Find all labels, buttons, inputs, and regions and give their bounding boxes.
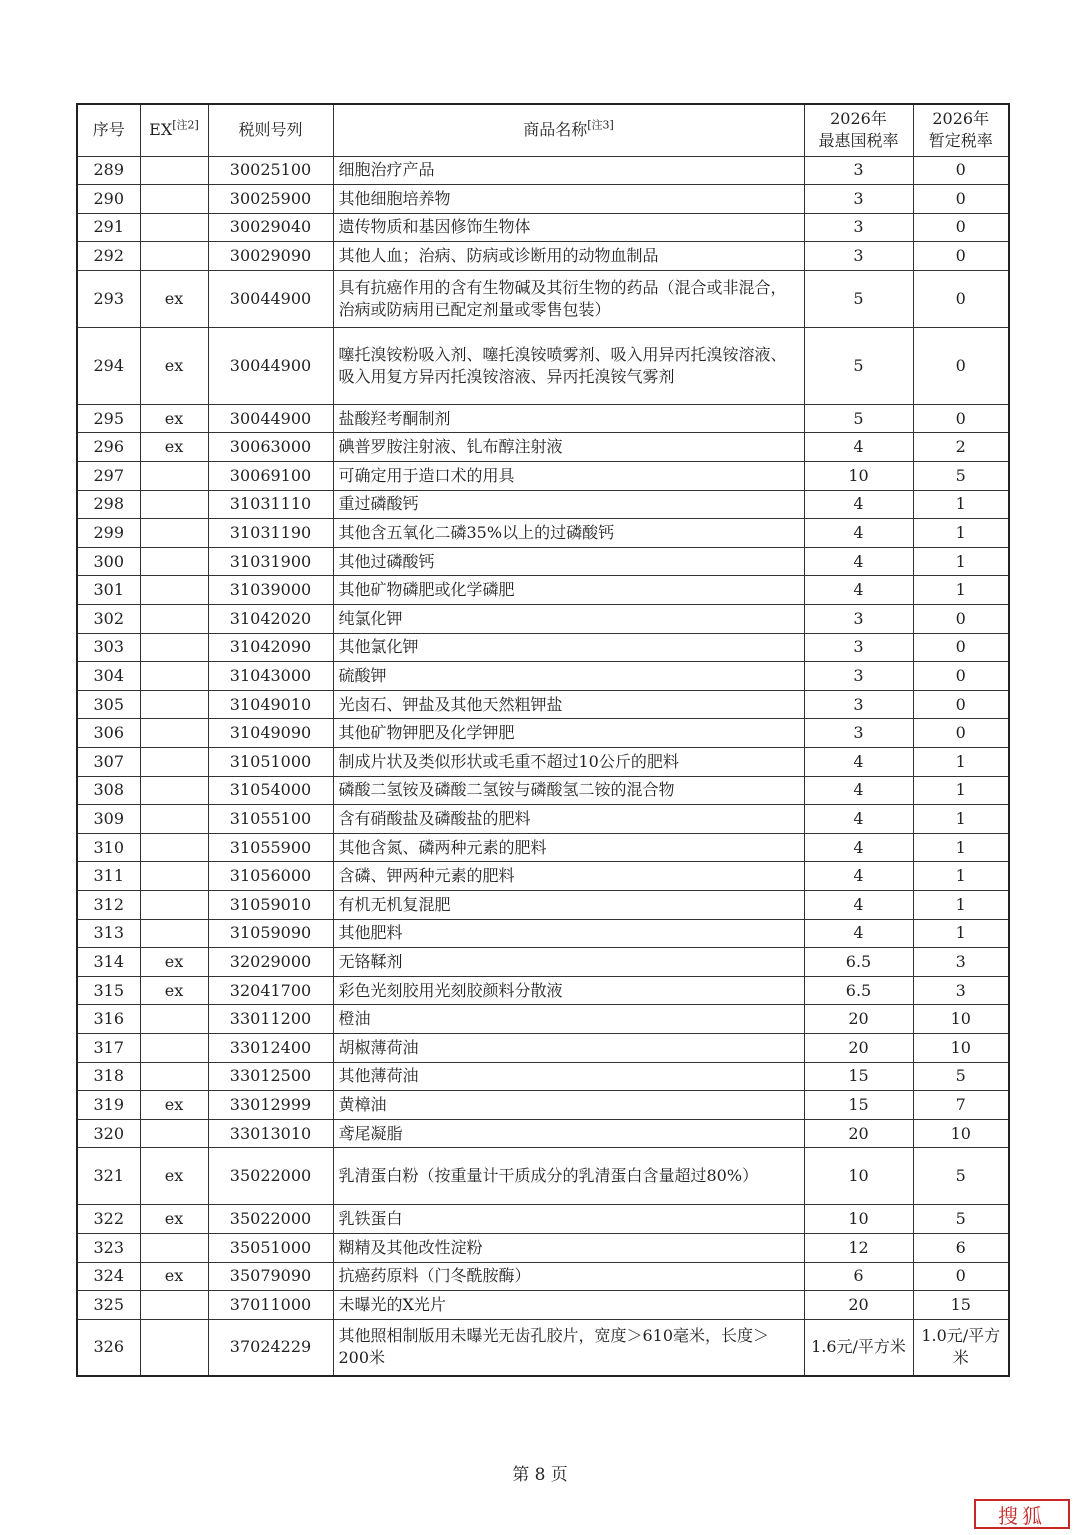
cell-provisional-rate: 1 — [913, 862, 1009, 891]
cell-mfn-rate: 4 — [804, 433, 913, 462]
cell-ex — [140, 1033, 208, 1062]
cell-code: 35079090 — [208, 1262, 333, 1291]
table-row — [77, 690, 1009, 719]
header-name-label: 商品名称 — [523, 120, 588, 140]
cell-name: 噻托溴铵粉吸入剂、噻托溴铵喷雾剂、吸入用异丙托溴铵溶液、吸入用复方异丙托溴铵溶液、异丙托溴铵气雾剂 — [333, 327, 804, 404]
cell-provisional-rate: 1 — [913, 833, 1009, 862]
cell-provisional-rate: 0 — [913, 213, 1009, 242]
cell-provisional-rate: 10 — [913, 1119, 1009, 1148]
cell-provisional-rate: 1 — [913, 519, 1009, 548]
cell-mfn-rate: 3 — [804, 719, 913, 748]
cell-provisional-rate: 1 — [913, 805, 1009, 834]
cell-mfn-rate: 3 — [804, 633, 913, 662]
cell-provisional-rate: 5 — [913, 1062, 1009, 1091]
header-mfn-label: 最惠国税率 — [818, 131, 899, 151]
cell-name: 其他含氮、磷两种元素的肥料 — [333, 833, 804, 862]
header-name — [333, 104, 804, 156]
cell-name: 有机无机复混肥 — [333, 890, 804, 919]
cell-mfn-rate: 5 — [804, 327, 913, 404]
cell-mfn-rate: 10 — [804, 1205, 913, 1234]
cell-code: 31031900 — [208, 547, 333, 576]
cell-name: 彩色光刻胶用光刻胶颜料分散液 — [333, 976, 804, 1005]
cell-seq: 291 — [77, 213, 140, 242]
cell-provisional-rate: 2 — [913, 433, 1009, 462]
cell-code: 31056000 — [208, 862, 333, 891]
cell-mfn-rate: 4 — [804, 919, 913, 948]
cell-ex — [140, 547, 208, 576]
cell-seq: 323 — [77, 1233, 140, 1262]
cell-name: 其他薄荷油 — [333, 1062, 804, 1091]
header-ex-label: EX — [149, 120, 173, 140]
cell-code: 33012400 — [208, 1033, 333, 1062]
cell-code: 31054000 — [208, 776, 333, 805]
cell-name: 其他肥料 — [333, 919, 804, 948]
cell-mfn-rate: 20 — [804, 1119, 913, 1148]
cell-ex — [140, 890, 208, 919]
table-body — [77, 156, 1009, 1376]
cell-provisional-rate: 0 — [913, 156, 1009, 185]
cell-seq: 317 — [77, 1033, 140, 1062]
cell-name: 其他矿物磷肥或化学磷肥 — [333, 576, 804, 605]
cell-provisional-rate: 0 — [913, 270, 1009, 327]
table-row — [77, 242, 1009, 271]
cell-provisional-rate: 1.0元/平方米 — [913, 1319, 1009, 1376]
cell-ex — [140, 776, 208, 805]
cell-ex: ex — [140, 327, 208, 404]
cell-provisional-rate: 5 — [913, 1148, 1009, 1205]
cell-mfn-rate: 4 — [804, 490, 913, 519]
cell-name: 具有抗癌作用的含有生物碱及其衍生物的药品（混合或非混合，治病或防病用已配定剂量或零售包装） — [333, 270, 804, 327]
cell-mfn-rate: 6 — [804, 1262, 913, 1291]
table-row — [77, 1262, 1009, 1291]
cell-mfn-rate: 10 — [804, 1148, 913, 1205]
cell-name: 其他照相制版用未曝光无齿孔胶片，宽度＞610毫米，长度＞200米 — [333, 1319, 804, 1376]
cell-name: 盐酸羟考酮制剂 — [333, 404, 804, 433]
cell-mfn-rate: 3 — [804, 242, 913, 271]
cell-mfn-rate: 3 — [804, 185, 913, 214]
cell-code: 37011000 — [208, 1291, 333, 1320]
cell-ex — [140, 605, 208, 634]
cell-mfn-rate: 4 — [804, 805, 913, 834]
cell-name: 其他矿物钾肥及化学钾肥 — [333, 719, 804, 748]
cell-code: 30029090 — [208, 242, 333, 271]
cell-provisional-rate: 0 — [913, 633, 1009, 662]
cell-provisional-rate: 5 — [913, 462, 1009, 491]
cell-seq: 305 — [77, 690, 140, 719]
cell-ex — [140, 1319, 208, 1376]
table-row — [77, 270, 1009, 327]
cell-ex — [140, 833, 208, 862]
cell-seq: 298 — [77, 490, 140, 519]
cell-code: 30044900 — [208, 404, 333, 433]
cell-code: 30044900 — [208, 327, 333, 404]
cell-ex: ex — [140, 948, 208, 977]
cell-seq: 318 — [77, 1062, 140, 1091]
cell-provisional-rate: 10 — [913, 1033, 1009, 1062]
cell-seq: 295 — [77, 404, 140, 433]
table-row — [77, 1033, 1009, 1062]
cell-name: 黄樟油 — [333, 1091, 804, 1120]
cell-provisional-rate: 0 — [913, 605, 1009, 634]
table-row — [77, 605, 1009, 634]
cell-code: 31042020 — [208, 605, 333, 634]
cell-code: 31049090 — [208, 719, 333, 748]
cell-mfn-rate: 3 — [804, 605, 913, 634]
cell-mfn-rate: 4 — [804, 833, 913, 862]
cell-mfn-rate: 4 — [804, 547, 913, 576]
cell-seq: 299 — [77, 519, 140, 548]
header-ex — [140, 104, 208, 156]
cell-name: 糊精及其他改性淀粉 — [333, 1233, 804, 1262]
cell-mfn-rate: 20 — [804, 1005, 913, 1034]
cell-code: 33013010 — [208, 1119, 333, 1148]
cell-ex: ex — [140, 976, 208, 1005]
cell-provisional-rate: 7 — [913, 1091, 1009, 1120]
cell-mfn-rate: 3 — [804, 690, 913, 719]
table-row — [77, 462, 1009, 491]
header-code: 税则号列 — [208, 104, 333, 156]
cell-seq: 326 — [77, 1319, 140, 1376]
cell-ex — [140, 519, 208, 548]
cell-code: 33011200 — [208, 1005, 333, 1034]
cell-ex — [140, 213, 208, 242]
cell-provisional-rate: 0 — [913, 242, 1009, 271]
table-row — [77, 1233, 1009, 1262]
cell-name: 抗癌药原料（门冬酰胺酶） — [333, 1262, 804, 1291]
cell-ex — [140, 862, 208, 891]
cell-mfn-rate: 4 — [804, 776, 913, 805]
cell-ex — [140, 1119, 208, 1148]
cell-name: 光卤石、钾盐及其他天然粗钾盐 — [333, 690, 804, 719]
cell-seq: 309 — [77, 805, 140, 834]
cell-name: 无铬鞣剂 — [333, 948, 804, 977]
table-row — [77, 404, 1009, 433]
table-row — [77, 576, 1009, 605]
table-row — [77, 1205, 1009, 1234]
cell-ex — [140, 662, 208, 691]
table-row — [77, 1148, 1009, 1205]
cell-ex — [140, 242, 208, 271]
cell-name: 鸢尾凝脂 — [333, 1119, 804, 1148]
cell-provisional-rate: 1 — [913, 890, 1009, 919]
cell-name: 含有硝酸盐及磷酸盐的肥料 — [333, 805, 804, 834]
cell-mfn-rate: 4 — [804, 576, 913, 605]
cell-seq: 320 — [77, 1119, 140, 1148]
cell-code: 30069100 — [208, 462, 333, 491]
cell-code: 33012500 — [208, 1062, 333, 1091]
cell-ex — [140, 1233, 208, 1262]
cell-seq: 314 — [77, 948, 140, 977]
cell-name: 其他氯化钾 — [333, 633, 804, 662]
cell-provisional-rate: 1 — [913, 748, 1009, 777]
cell-seq: 294 — [77, 327, 140, 404]
page-number: 第 8 页 — [512, 1465, 568, 1485]
cell-name: 乳清蛋白粉（按重量计干质成分的乳清蛋白含量超过80%） — [333, 1148, 804, 1205]
cell-name: 未曝光的X光片 — [333, 1291, 804, 1320]
cell-seq: 307 — [77, 748, 140, 777]
table-row — [77, 1119, 1009, 1148]
cell-name: 胡椒薄荷油 — [333, 1033, 804, 1062]
cell-ex: ex — [140, 270, 208, 327]
cell-code: 37024229 — [208, 1319, 333, 1376]
cell-mfn-rate: 5 — [804, 404, 913, 433]
cell-name: 磷酸二氢铵及磷酸二氢铵与磷酸氢二铵的混合物 — [333, 776, 804, 805]
cell-name: 其他含五氧化二磷35%以上的过磷酸钙 — [333, 519, 804, 548]
cell-mfn-rate: 1.6元/平方米 — [804, 1319, 913, 1376]
cell-seq: 311 — [77, 862, 140, 891]
cell-code: 30025900 — [208, 185, 333, 214]
cell-name: 硫酸钾 — [333, 662, 804, 691]
cell-ex: ex — [140, 1262, 208, 1291]
cell-mfn-rate: 10 — [804, 462, 913, 491]
cell-mfn-rate: 4 — [804, 748, 913, 777]
cell-provisional-rate: 1 — [913, 776, 1009, 805]
cell-seq: 324 — [77, 1262, 140, 1291]
cell-ex: ex — [140, 404, 208, 433]
table-row — [77, 719, 1009, 748]
table-row — [77, 1319, 1009, 1376]
cell-provisional-rate: 0 — [913, 690, 1009, 719]
cell-code: 32029000 — [208, 948, 333, 977]
cell-provisional-rate: 15 — [913, 1291, 1009, 1320]
cell-provisional-rate: 1 — [913, 547, 1009, 576]
cell-name: 可确定用于造口术的用具 — [333, 462, 804, 491]
cell-seq: 319 — [77, 1091, 140, 1120]
cell-seq: 304 — [77, 662, 140, 691]
cell-provisional-rate: 1 — [913, 490, 1009, 519]
cell-name: 重过磷酸钙 — [333, 490, 804, 519]
cell-name: 其他人血；治病、防病或诊断用的动物血制品 — [333, 242, 804, 271]
cell-provisional-rate: 5 — [913, 1205, 1009, 1234]
cell-seq: 316 — [77, 1005, 140, 1034]
cell-name: 其他细胞培养物 — [333, 185, 804, 214]
cell-code: 33012999 — [208, 1091, 333, 1120]
cell-mfn-rate: 4 — [804, 862, 913, 891]
table-row — [77, 633, 1009, 662]
cell-mfn-rate: 6.5 — [804, 948, 913, 977]
cell-mfn-rate: 20 — [804, 1291, 913, 1320]
tariff-table — [76, 103, 1010, 1377]
cell-ex — [140, 748, 208, 777]
table-row — [77, 976, 1009, 1005]
table-row — [77, 948, 1009, 977]
cell-provisional-rate: 1 — [913, 576, 1009, 605]
cell-seq: 289 — [77, 156, 140, 185]
cell-code: 32041700 — [208, 976, 333, 1005]
cell-seq: 306 — [77, 719, 140, 748]
cell-code: 35022000 — [208, 1148, 333, 1205]
cell-ex — [140, 1005, 208, 1034]
header-ex-note: [注2] — [172, 118, 199, 132]
cell-ex — [140, 1291, 208, 1320]
cell-provisional-rate: 3 — [913, 948, 1009, 977]
table-row — [77, 1005, 1009, 1034]
table-row — [77, 833, 1009, 862]
cell-provisional-rate: 0 — [913, 185, 1009, 214]
table-row — [77, 890, 1009, 919]
cell-code: 31039000 — [208, 576, 333, 605]
cell-mfn-rate: 15 — [804, 1091, 913, 1120]
cell-ex — [140, 156, 208, 185]
cell-code: 31055100 — [208, 805, 333, 834]
cell-seq: 322 — [77, 1205, 140, 1234]
cell-code: 31059010 — [208, 890, 333, 919]
header-mfn-year: 2026年 — [830, 109, 887, 129]
cell-name: 细胞治疗产品 — [333, 156, 804, 185]
table-row — [77, 156, 1009, 185]
table-row — [77, 919, 1009, 948]
table-row — [77, 433, 1009, 462]
cell-seq: 293 — [77, 270, 140, 327]
cell-code: 30029040 — [208, 213, 333, 242]
cell-ex: ex — [140, 1205, 208, 1234]
cell-provisional-rate: 0 — [913, 662, 1009, 691]
cell-provisional-rate: 0 — [913, 327, 1009, 404]
header-prov-year: 2026年 — [932, 109, 990, 129]
cell-seq: 302 — [77, 605, 140, 634]
cell-ex — [140, 185, 208, 214]
table-row — [77, 213, 1009, 242]
cell-mfn-rate: 4 — [804, 519, 913, 548]
cell-ex — [140, 690, 208, 719]
table-row — [77, 662, 1009, 691]
cell-code: 30025100 — [208, 156, 333, 185]
header-mfn — [804, 104, 913, 156]
table-row — [77, 519, 1009, 548]
cell-ex: ex — [140, 433, 208, 462]
table-row — [77, 490, 1009, 519]
cell-code: 35051000 — [208, 1233, 333, 1262]
cell-mfn-rate: 5 — [804, 270, 913, 327]
cell-seq: 313 — [77, 919, 140, 948]
cell-provisional-rate: 0 — [913, 1262, 1009, 1291]
table-row — [77, 185, 1009, 214]
cell-ex — [140, 805, 208, 834]
table-row — [77, 805, 1009, 834]
cell-mfn-rate: 3 — [804, 213, 913, 242]
cell-name: 碘普罗胺注射液、钆布醇注射液 — [333, 433, 804, 462]
cell-code: 31031190 — [208, 519, 333, 548]
cell-seq: 301 — [77, 576, 140, 605]
cell-seq: 292 — [77, 242, 140, 271]
cell-name: 纯氯化钾 — [333, 605, 804, 634]
cell-provisional-rate: 1 — [913, 919, 1009, 948]
cell-provisional-rate: 3 — [913, 976, 1009, 1005]
cell-name: 含磷、钾两种元素的肥料 — [333, 862, 804, 891]
cell-code: 31049010 — [208, 690, 333, 719]
cell-seq: 310 — [77, 833, 140, 862]
cell-seq: 312 — [77, 890, 140, 919]
cell-seq: 321 — [77, 1148, 140, 1205]
cell-name: 乳铁蛋白 — [333, 1205, 804, 1234]
cell-seq: 325 — [77, 1291, 140, 1320]
cell-seq: 308 — [77, 776, 140, 805]
watermark-seal: 搜狐 — [974, 1499, 1070, 1529]
table-row — [77, 1291, 1009, 1320]
cell-seq: 297 — [77, 462, 140, 491]
cell-mfn-rate: 15 — [804, 1062, 913, 1091]
table-row — [77, 748, 1009, 777]
cell-ex: ex — [140, 1091, 208, 1120]
cell-ex — [140, 719, 208, 748]
cell-provisional-rate: 10 — [913, 1005, 1009, 1034]
cell-seq: 296 — [77, 433, 140, 462]
cell-mfn-rate: 3 — [804, 662, 913, 691]
cell-code: 30063000 — [208, 433, 333, 462]
table-row — [77, 327, 1009, 404]
cell-ex — [140, 462, 208, 491]
cell-provisional-rate: 6 — [913, 1233, 1009, 1262]
table-header-row — [77, 104, 1009, 156]
cell-ex — [140, 1062, 208, 1091]
cell-code: 31059090 — [208, 919, 333, 948]
cell-name: 其他过磷酸钙 — [333, 547, 804, 576]
table-row — [77, 862, 1009, 891]
cell-mfn-rate: 6.5 — [804, 976, 913, 1005]
cell-mfn-rate: 20 — [804, 1033, 913, 1062]
cell-mfn-rate: 12 — [804, 1233, 913, 1262]
cell-code: 31042090 — [208, 633, 333, 662]
table-row — [77, 1062, 1009, 1091]
cell-code: 31051000 — [208, 748, 333, 777]
cell-ex: ex — [140, 1148, 208, 1205]
cell-provisional-rate: 0 — [913, 404, 1009, 433]
cell-name: 制成片状及类似形状或毛重不超过10公斤的肥料 — [333, 748, 804, 777]
cell-name: 橙油 — [333, 1005, 804, 1034]
cell-seq: 290 — [77, 185, 140, 214]
cell-ex — [140, 919, 208, 948]
cell-mfn-rate: 4 — [804, 890, 913, 919]
table-row — [77, 1091, 1009, 1120]
cell-ex — [140, 490, 208, 519]
cell-provisional-rate: 0 — [913, 719, 1009, 748]
cell-ex — [140, 633, 208, 662]
cell-code: 35022000 — [208, 1205, 333, 1234]
cell-code: 31031110 — [208, 490, 333, 519]
cell-seq: 303 — [77, 633, 140, 662]
cell-code: 30044900 — [208, 270, 333, 327]
header-name-note: [注3] — [587, 118, 614, 132]
header-seq: 序号 — [77, 104, 140, 156]
header-prov — [913, 104, 1009, 156]
cell-seq: 315 — [77, 976, 140, 1005]
cell-code: 31043000 — [208, 662, 333, 691]
cell-seq: 300 — [77, 547, 140, 576]
cell-name: 遗传物质和基因修饰生物体 — [333, 213, 804, 242]
cell-code: 31055900 — [208, 833, 333, 862]
table-row — [77, 547, 1009, 576]
cell-ex — [140, 576, 208, 605]
header-prov-label: 暂定税率 — [928, 131, 993, 151]
cell-mfn-rate: 3 — [804, 156, 913, 185]
table-row — [77, 776, 1009, 805]
